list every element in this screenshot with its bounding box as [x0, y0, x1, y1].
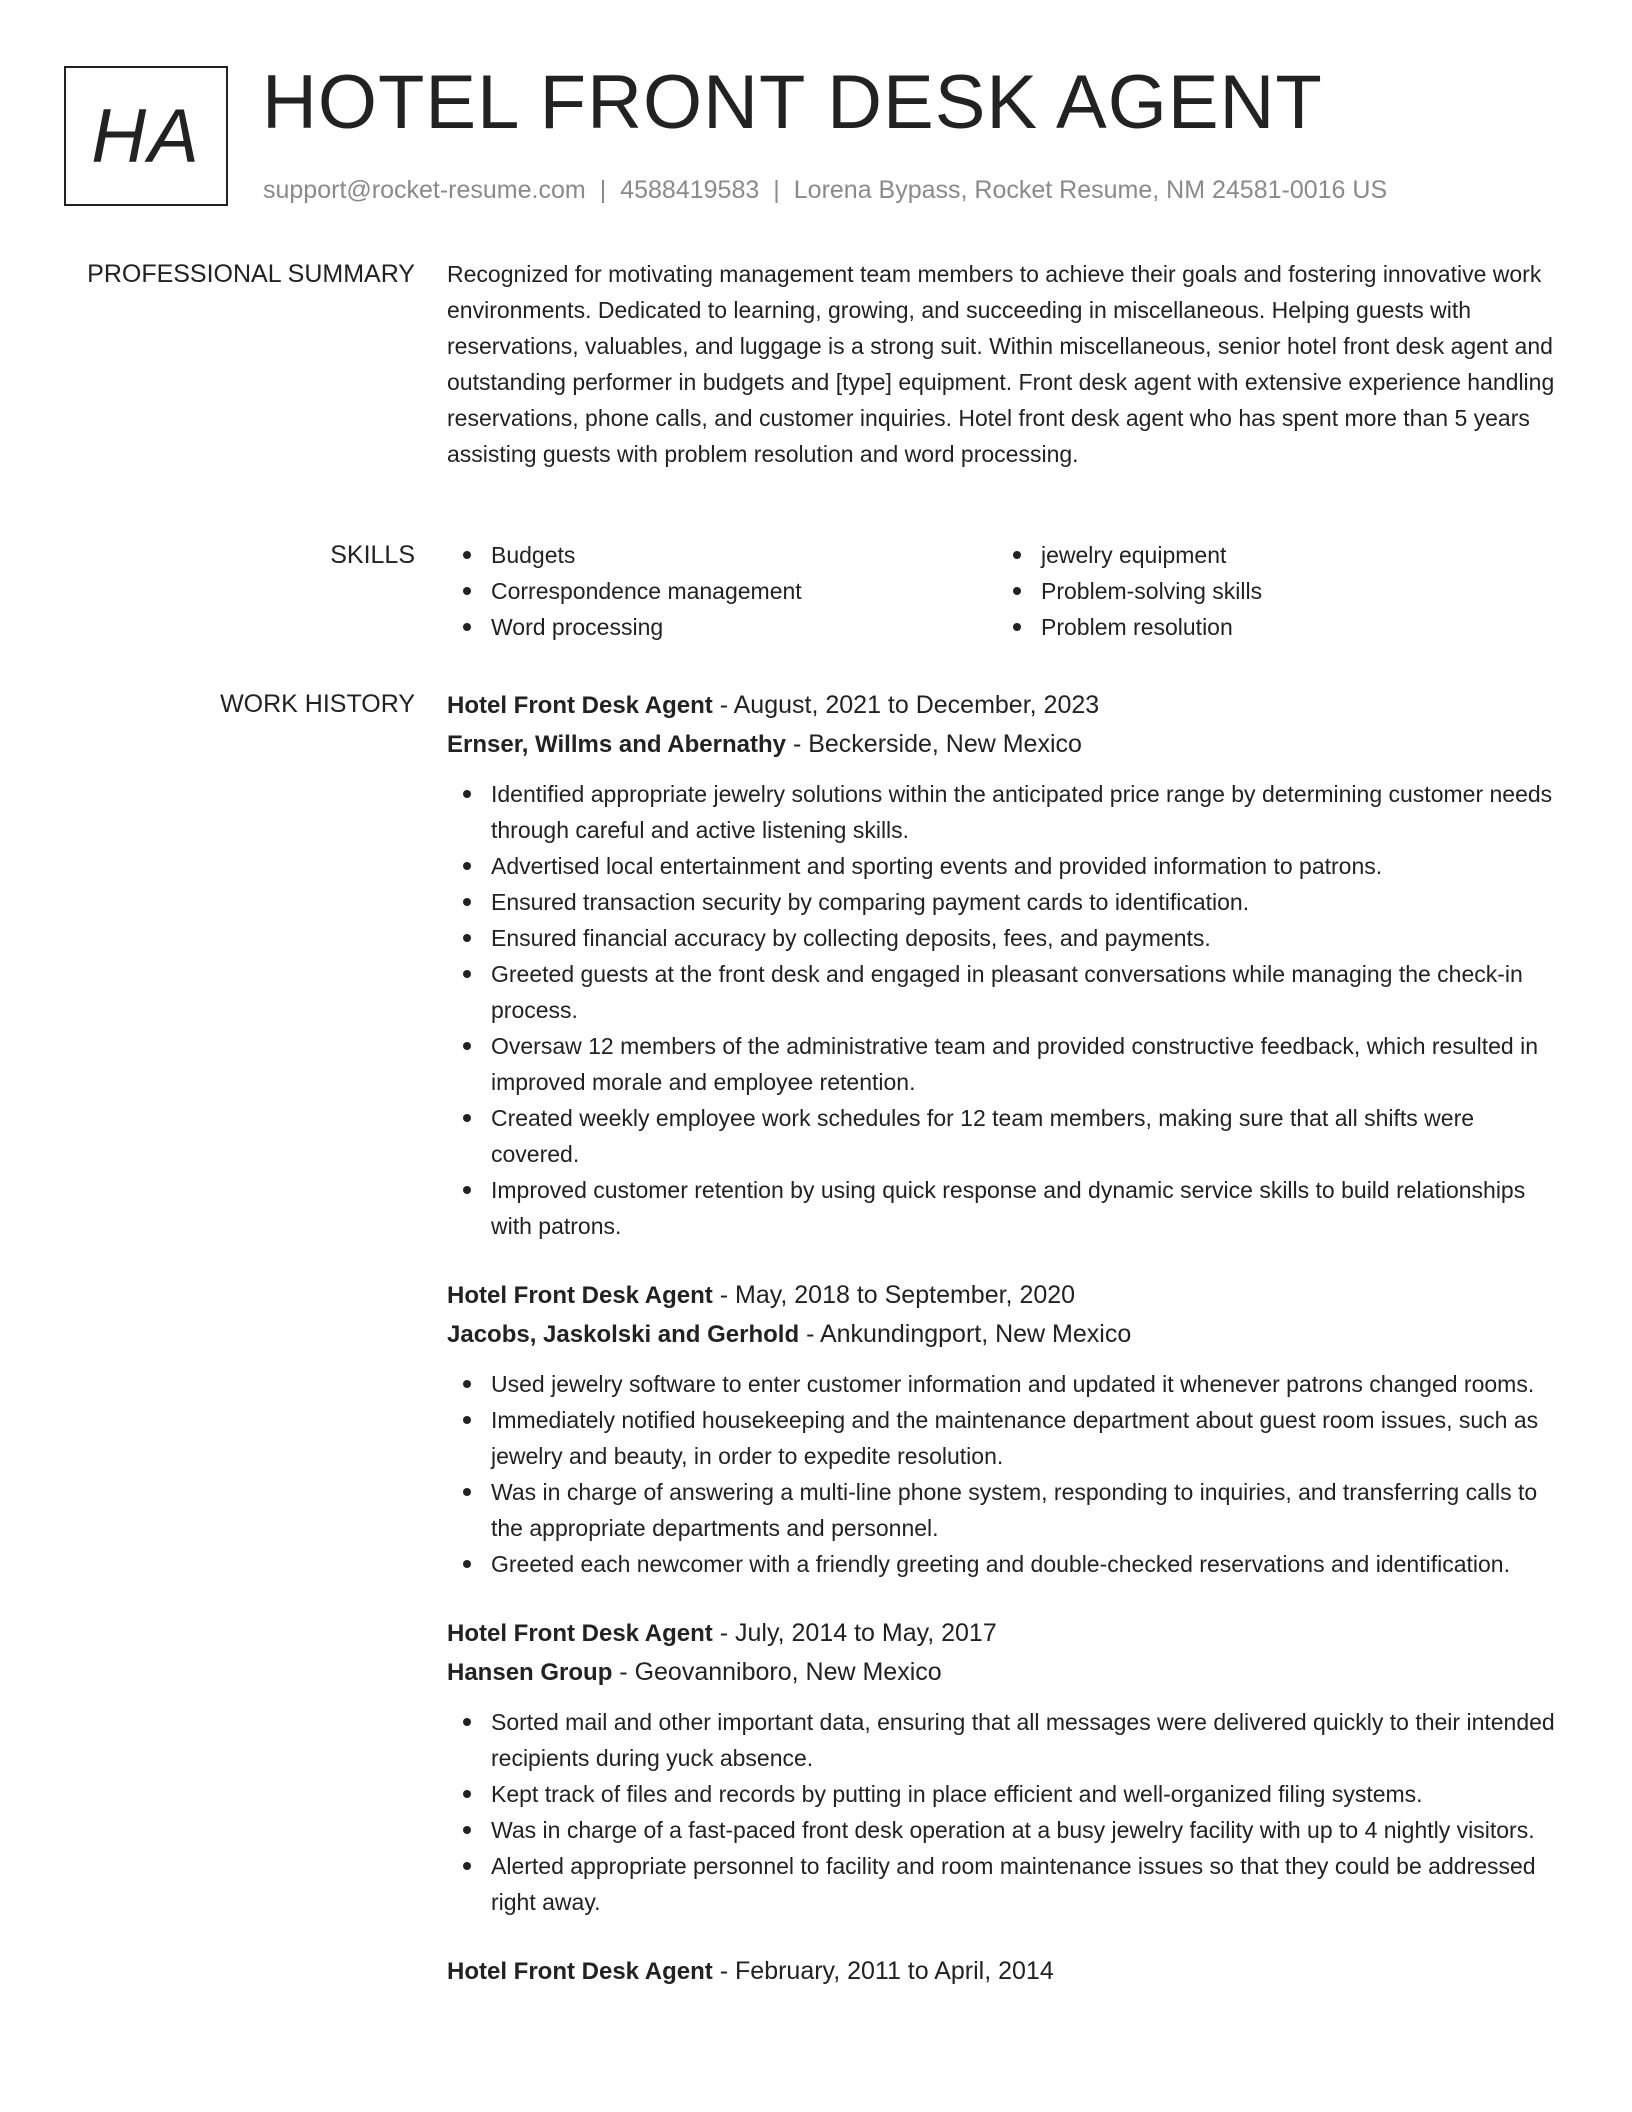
job-bullet: Was in charge of answering a multi-line phone system, responding to inquiries, and transferring calls to the appropriate departments and personnel. — [447, 1474, 1567, 1546]
work-history-label: WORK HISTORY — [220, 690, 415, 718]
job-dates: - February, 2011 to April, 2014 — [712, 1957, 1054, 1985]
job-bullet: Alerted appropriate personnel to facility and room maintenance issues so that they could be addressed right away. — [447, 1848, 1567, 1920]
skill-item: Budgets — [447, 537, 997, 573]
skill-item: Correspondence management — [447, 573, 997, 609]
skills-grid — [447, 537, 1567, 645]
job-entry — [447, 1614, 1567, 1920]
contact-address: Lorena Bypass, Rocket Resume, NM 24581-0016 US — [793, 176, 1388, 204]
job-dates: - July, 2014 to May, 2017 — [712, 1619, 997, 1647]
job-bullet: Greeted guests at the front desk and engaged in pleasant conversations while managing the check-in process. — [447, 956, 1567, 1028]
monogram-box — [64, 66, 228, 206]
job-bullet: Created weekly employee work schedules for 12 team members, making sure that all shifts were covered. — [447, 1100, 1567, 1172]
skills-column-left — [447, 537, 997, 645]
job-bullet: Oversaw 12 members of the administrative team and provided constructive feedback, which resulted in improved morale and employee retention. — [447, 1028, 1567, 1100]
job-title-line — [447, 686, 1567, 725]
job-company: Ernser, Willms and Abernathy — [447, 731, 786, 758]
job-title-line — [447, 1952, 1567, 1991]
monogram-initials: HA — [91, 93, 201, 179]
skills-column-right — [997, 537, 1557, 645]
skill-item: Word processing — [447, 609, 997, 645]
job-entry — [447, 686, 1567, 1244]
job-bullet: Sorted mail and other important data, ensuring that all messages were delivered quickly to their intended recipients during yuck absence. — [447, 1704, 1567, 1776]
job-bullet: Improved customer retention by using quick response and dynamic service skills to build relationships with patrons. — [447, 1172, 1567, 1244]
job-bullets — [447, 776, 1567, 1244]
job-dates: - May, 2018 to September, 2020 — [712, 1281, 1076, 1309]
job-company-line — [447, 1315, 1567, 1354]
skill-item: Problem resolution — [997, 609, 1557, 645]
skills-body — [447, 537, 1567, 645]
contact-phone[interactable]: 4588419583 — [620, 176, 760, 204]
job-dates: - August, 2021 to December, 2023 — [712, 691, 1100, 719]
job-title: Hotel Front Desk Agent — [447, 692, 713, 719]
job-title: Hotel Front Desk Agent — [447, 1620, 713, 1647]
skills-label: SKILLS — [330, 541, 415, 569]
job-company-line — [447, 725, 1567, 764]
job-company-line — [447, 1653, 1567, 1692]
job-bullets — [447, 1366, 1567, 1582]
work-history-body — [447, 686, 1567, 2023]
summary-body — [447, 256, 1567, 472]
job-location: - Beckerside, New Mexico — [786, 730, 1082, 758]
job-title: Hotel Front Desk Agent — [447, 1282, 713, 1309]
job-title-line — [447, 1276, 1567, 1315]
job-entry — [447, 1952, 1567, 1991]
job-bullet: Was in charge of a fast-paced front desk operation at a busy jewelry facility with up to 4 nightly visitors. — [447, 1812, 1567, 1848]
job-bullet: Used jewelry software to enter customer information and updated it whenever patrons changed rooms. — [447, 1366, 1567, 1402]
contact-separator: | — [599, 176, 607, 204]
contact-line — [263, 175, 1387, 205]
job-company: Hansen Group — [447, 1659, 613, 1686]
summary-label: PROFESSIONAL SUMMARY — [87, 260, 415, 288]
job-location: - Geovanniboro, New Mexico — [612, 1658, 942, 1686]
job-location: - Ankundingport, New Mexico — [799, 1320, 1132, 1348]
job-company: Jacobs, Jaskolski and Gerhold — [447, 1321, 800, 1348]
job-bullet: Kept track of files and records by putting in place efficient and well-organized filing systems. — [447, 1776, 1567, 1812]
job-bullet: Ensured transaction security by comparing payment cards to identification. — [447, 884, 1567, 920]
job-entry — [447, 1276, 1567, 1582]
job-bullets — [447, 1704, 1567, 1920]
skill-item: jewelry equipment — [997, 537, 1557, 573]
job-bullet: Greeted each newcomer with a friendly greeting and double-checked reservations and identification. — [447, 1546, 1567, 1582]
job-title: Hotel Front Desk Agent — [447, 1958, 713, 1985]
job-bullet: Ensured financial accuracy by collecting deposits, fees, and payments. — [447, 920, 1567, 956]
job-bullet: Immediately notified housekeeping and the maintenance department about guest room issues, such as jewelry and beauty, in order to expedite resolution. — [447, 1402, 1567, 1474]
skill-item: Problem-solving skills — [997, 573, 1557, 609]
job-bullet: Advertised local entertainment and sporting events and provided information to patrons. — [447, 848, 1567, 884]
job-bullet: Identified appropriate jewelry solutions within the anticipated price range by determining customer needs through careful and active listening skills. — [447, 776, 1567, 848]
resume-title: HOTEL FRONT DESK AGENT — [262, 60, 1323, 145]
contact-separator: | — [773, 176, 780, 204]
contact-email[interactable]: support@rocket-resume.com — [263, 176, 586, 204]
summary-text: Recognized for motivating management team members to achieve their goals and fostering innovative work environments. Dedicated to learning, growing, and succeeding in miscellaneous. Helping guests with reservations, valuables, and luggage is a strong suit. Within miscellaneous, senior hotel front desk agent and outstanding performer in budgets and [type] equipment. Front desk agent with extensive experience handling reservations, phone calls, and customer inquiries. Hotel front desk agent who has spent more than 5 years assisting guests with problem resolution and word processing. — [447, 261, 1555, 467]
job-title-line — [447, 1614, 1567, 1653]
